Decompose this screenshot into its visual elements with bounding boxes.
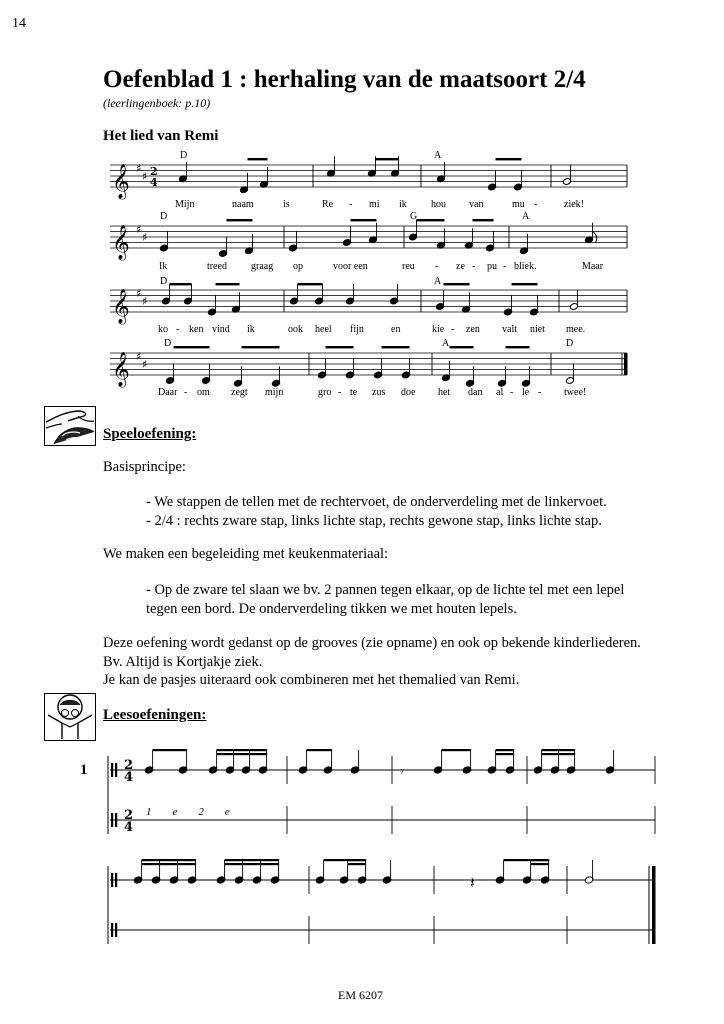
lyric-syllable: pu [487, 261, 497, 272]
chord-symbol: A [434, 276, 442, 287]
lyric-syllable: naam [232, 199, 254, 210]
note-beam [298, 283, 323, 285]
lyric-syllable: - [184, 387, 188, 398]
page-title: Oefenblad 1 : herhaling van de maatsoort 2/4 [103, 66, 586, 93]
lyric-syllable: het [438, 387, 451, 398]
lyric-syllable: kie [432, 324, 445, 335]
page-subtitle: (leerlingenboek: p.10) [103, 96, 211, 110]
lyric-syllable: doe [401, 387, 416, 398]
lyric-syllable: ko [158, 324, 168, 335]
note-beam [348, 859, 367, 861]
chord-symbol: G [410, 211, 418, 222]
lyric-syllable: vind [212, 324, 230, 335]
dancing-hands-icon [44, 406, 96, 446]
note-beam [225, 859, 280, 861]
lyric-syllable: zegt [231, 387, 248, 398]
final-barline-thick [624, 353, 628, 375]
note-beam [473, 219, 494, 221]
percussion-clef [115, 923, 117, 937]
lyric-syllable: mu [512, 199, 525, 210]
time-signature-top: 2 [124, 808, 134, 823]
basis-item: - 2/4 : rechts zware stap, links lichte stap, rechts gewone stap, links lichte stap. [146, 513, 602, 529]
chord-symbol: D [160, 276, 168, 287]
note-beam [442, 749, 472, 751]
sharp-sign: ♯ [142, 358, 148, 371]
note-beam [142, 859, 197, 861]
lyric-syllable: ziek! [564, 199, 584, 210]
treble-clef-icon: 𝄞 [112, 289, 130, 324]
chord-symbol: D [180, 150, 188, 161]
song-staves [110, 156, 628, 388]
note-beam [225, 863, 280, 865]
percussion-clef [115, 873, 117, 887]
note-beam [153, 749, 188, 751]
note-beam [216, 283, 240, 285]
lyric-syllable: Mijn [175, 199, 195, 210]
treble-clef-icon: 𝄞 [112, 352, 130, 387]
lyric-syllable: Daar [158, 387, 178, 398]
note-beam [227, 219, 253, 221]
note-beam [326, 346, 354, 348]
percussion-clef [111, 923, 113, 937]
lyric-syllable: bliek. [514, 261, 537, 272]
lyric-syllable: - [349, 199, 353, 210]
final-barline-thick [652, 866, 656, 944]
exercise-number: 1 [80, 762, 88, 778]
basis-item: - We stappen de tellen met de rechtervoet, de onderverdeling met de linkervoet. [146, 494, 607, 510]
count-syllables: 1 e 2 e [146, 806, 232, 818]
lyric-syllable: - [534, 199, 538, 210]
lyric-syllable: om [197, 387, 210, 398]
lyric-syllable: Ik [159, 261, 168, 272]
note-beam [382, 346, 410, 348]
lyric-syllable: - [503, 261, 507, 272]
sharp-sign: ♯ [136, 287, 142, 300]
percussion-clef [111, 813, 113, 827]
note-beam [142, 863, 197, 865]
lyric-syllable: hou [431, 199, 446, 210]
chord-symbol: D [160, 211, 168, 222]
lyric-syllable: Maar [582, 261, 604, 272]
note-beam [542, 749, 576, 751]
chord-symbol: A [434, 150, 442, 161]
note-beam [444, 283, 470, 285]
lyric-syllable: - [435, 261, 439, 272]
note-beam [248, 158, 268, 160]
lyric-syllable: ik [247, 324, 255, 335]
sharp-sign: ♯ [136, 350, 142, 363]
footer-catalog-number: EM 6207 [338, 988, 383, 1002]
note-beam [174, 346, 210, 348]
note-beam [348, 863, 367, 865]
note-beam [496, 749, 514, 751]
lyric-syllable: le [522, 387, 530, 398]
eighth-rest-icon: 𝄾 [400, 764, 404, 780]
time-signature-bottom: 4 [150, 176, 158, 189]
lyric-syllable: gro [318, 387, 332, 398]
chord-symbol: A [522, 211, 530, 222]
lyric-syllable: - [472, 261, 476, 272]
lyric-syllable: niet [530, 324, 545, 335]
lyric-syllable: en [391, 324, 401, 335]
begeleiding-line: - Op de zware tel slaan we bv. 2 pannen tegen elkaar, op de lichte tel met een lepel [146, 582, 625, 598]
lyric-syllable: mijn [265, 387, 284, 398]
note-beam [450, 346, 474, 348]
note-beam [217, 753, 268, 755]
lyric-syllable: - [510, 387, 514, 398]
note-beam [512, 283, 538, 285]
lyric-syllable: ken [189, 324, 204, 335]
lyric-syllable: mee. [566, 324, 586, 335]
note-beam [376, 158, 399, 160]
lyric-syllable: heel [315, 324, 332, 335]
lyric-syllable: Re [322, 199, 334, 210]
lyric-syllable: - [451, 324, 455, 335]
quarter-rest-icon: 𝄽 [470, 873, 475, 892]
reading-face-icon [44, 693, 96, 741]
lyric-syllable: twee! [564, 387, 587, 398]
sharp-sign: ♯ [142, 170, 148, 183]
lyric-syllable: voor een [333, 261, 368, 272]
treble-clef-icon: 𝄞 [112, 164, 130, 199]
speeloefening-heading: Speeloefening: [103, 426, 197, 442]
sharp-sign: ♯ [136, 162, 142, 175]
begeleiding-label: We maken een begeleiding met keukenmateriaal: [103, 546, 389, 562]
percussion-clef [115, 813, 117, 827]
note-beam [170, 283, 192, 285]
lyric-syllable: ik [399, 199, 407, 210]
time-signature-top: 2 [124, 758, 134, 773]
closing-line: Bv. Altijd is Kortjakje ziek. [103, 654, 263, 670]
lyric-syllable: zen [466, 324, 480, 335]
note-beam [417, 219, 445, 221]
note-beam [531, 863, 550, 865]
song-title: Het lied van Remi [103, 128, 219, 144]
closing-line: Deze oefening wordt gedanst op de grooves (zie opname) en ook op bekende kinderliederen. [103, 635, 641, 651]
note-beam [506, 346, 530, 348]
percussion-clef [111, 873, 113, 887]
lyric-syllable: al [496, 387, 504, 398]
percussion-clef [115, 763, 117, 777]
note-beam [531, 859, 550, 861]
percussion-clef [111, 763, 113, 777]
lyric-syllable: te [350, 387, 358, 398]
closing-line: Je kan de pasjes uiteraard ook combineren met het themalied van Remi. [103, 672, 520, 688]
lyric-syllable: reu [402, 261, 415, 272]
note-beam [242, 346, 280, 348]
sharp-sign: ♯ [136, 223, 142, 236]
note-beam [351, 219, 377, 221]
time-signature-top: 2 [150, 165, 158, 178]
lyric-syllable: mi [369, 199, 380, 210]
lyric-syllable: fijn [350, 324, 364, 335]
chord-symbol: D [164, 338, 172, 349]
note-beam [217, 749, 268, 751]
lyric-syllable: - [338, 387, 342, 398]
lyric-syllable: op [293, 261, 303, 272]
lyric-syllable: graag [251, 261, 274, 272]
time-signature-bottom: 4 [124, 770, 134, 785]
lyric-syllable: ook [288, 324, 303, 335]
treble-clef-icon: 𝄞 [112, 225, 130, 260]
page-number: 14 [12, 16, 26, 31]
lyric-syllable: - [538, 387, 542, 398]
lyric-syllable: valt [502, 324, 517, 335]
lyric-syllable: is [283, 199, 290, 210]
sharp-sign: ♯ [142, 231, 148, 244]
lyric-syllable: dan [468, 387, 483, 398]
time-signature-bottom: 4 [124, 820, 134, 835]
basisprincipe-label: Basisprincipe: [103, 459, 186, 475]
begeleiding-line: tegen een bord. De onderverdeling tikken we met houten lepels. [146, 601, 517, 617]
note-beam [307, 749, 333, 751]
sharp-sign: ♯ [142, 295, 148, 308]
chord-symbol: D [566, 338, 574, 349]
note-beam [496, 753, 514, 755]
chord-symbol: A [442, 338, 450, 349]
lyric-syllable: ze [456, 261, 465, 272]
lyric-syllable: zus [372, 387, 386, 398]
lyric-syllable: - [176, 324, 180, 335]
note-beam [496, 158, 522, 160]
leesoefeningen-heading: Leesoefeningen: [103, 707, 207, 723]
rhythm-exercise-staves [108, 749, 656, 944]
note-beam [542, 753, 576, 755]
lyric-syllable: treed [207, 261, 227, 272]
lyric-syllable: van [469, 199, 484, 210]
